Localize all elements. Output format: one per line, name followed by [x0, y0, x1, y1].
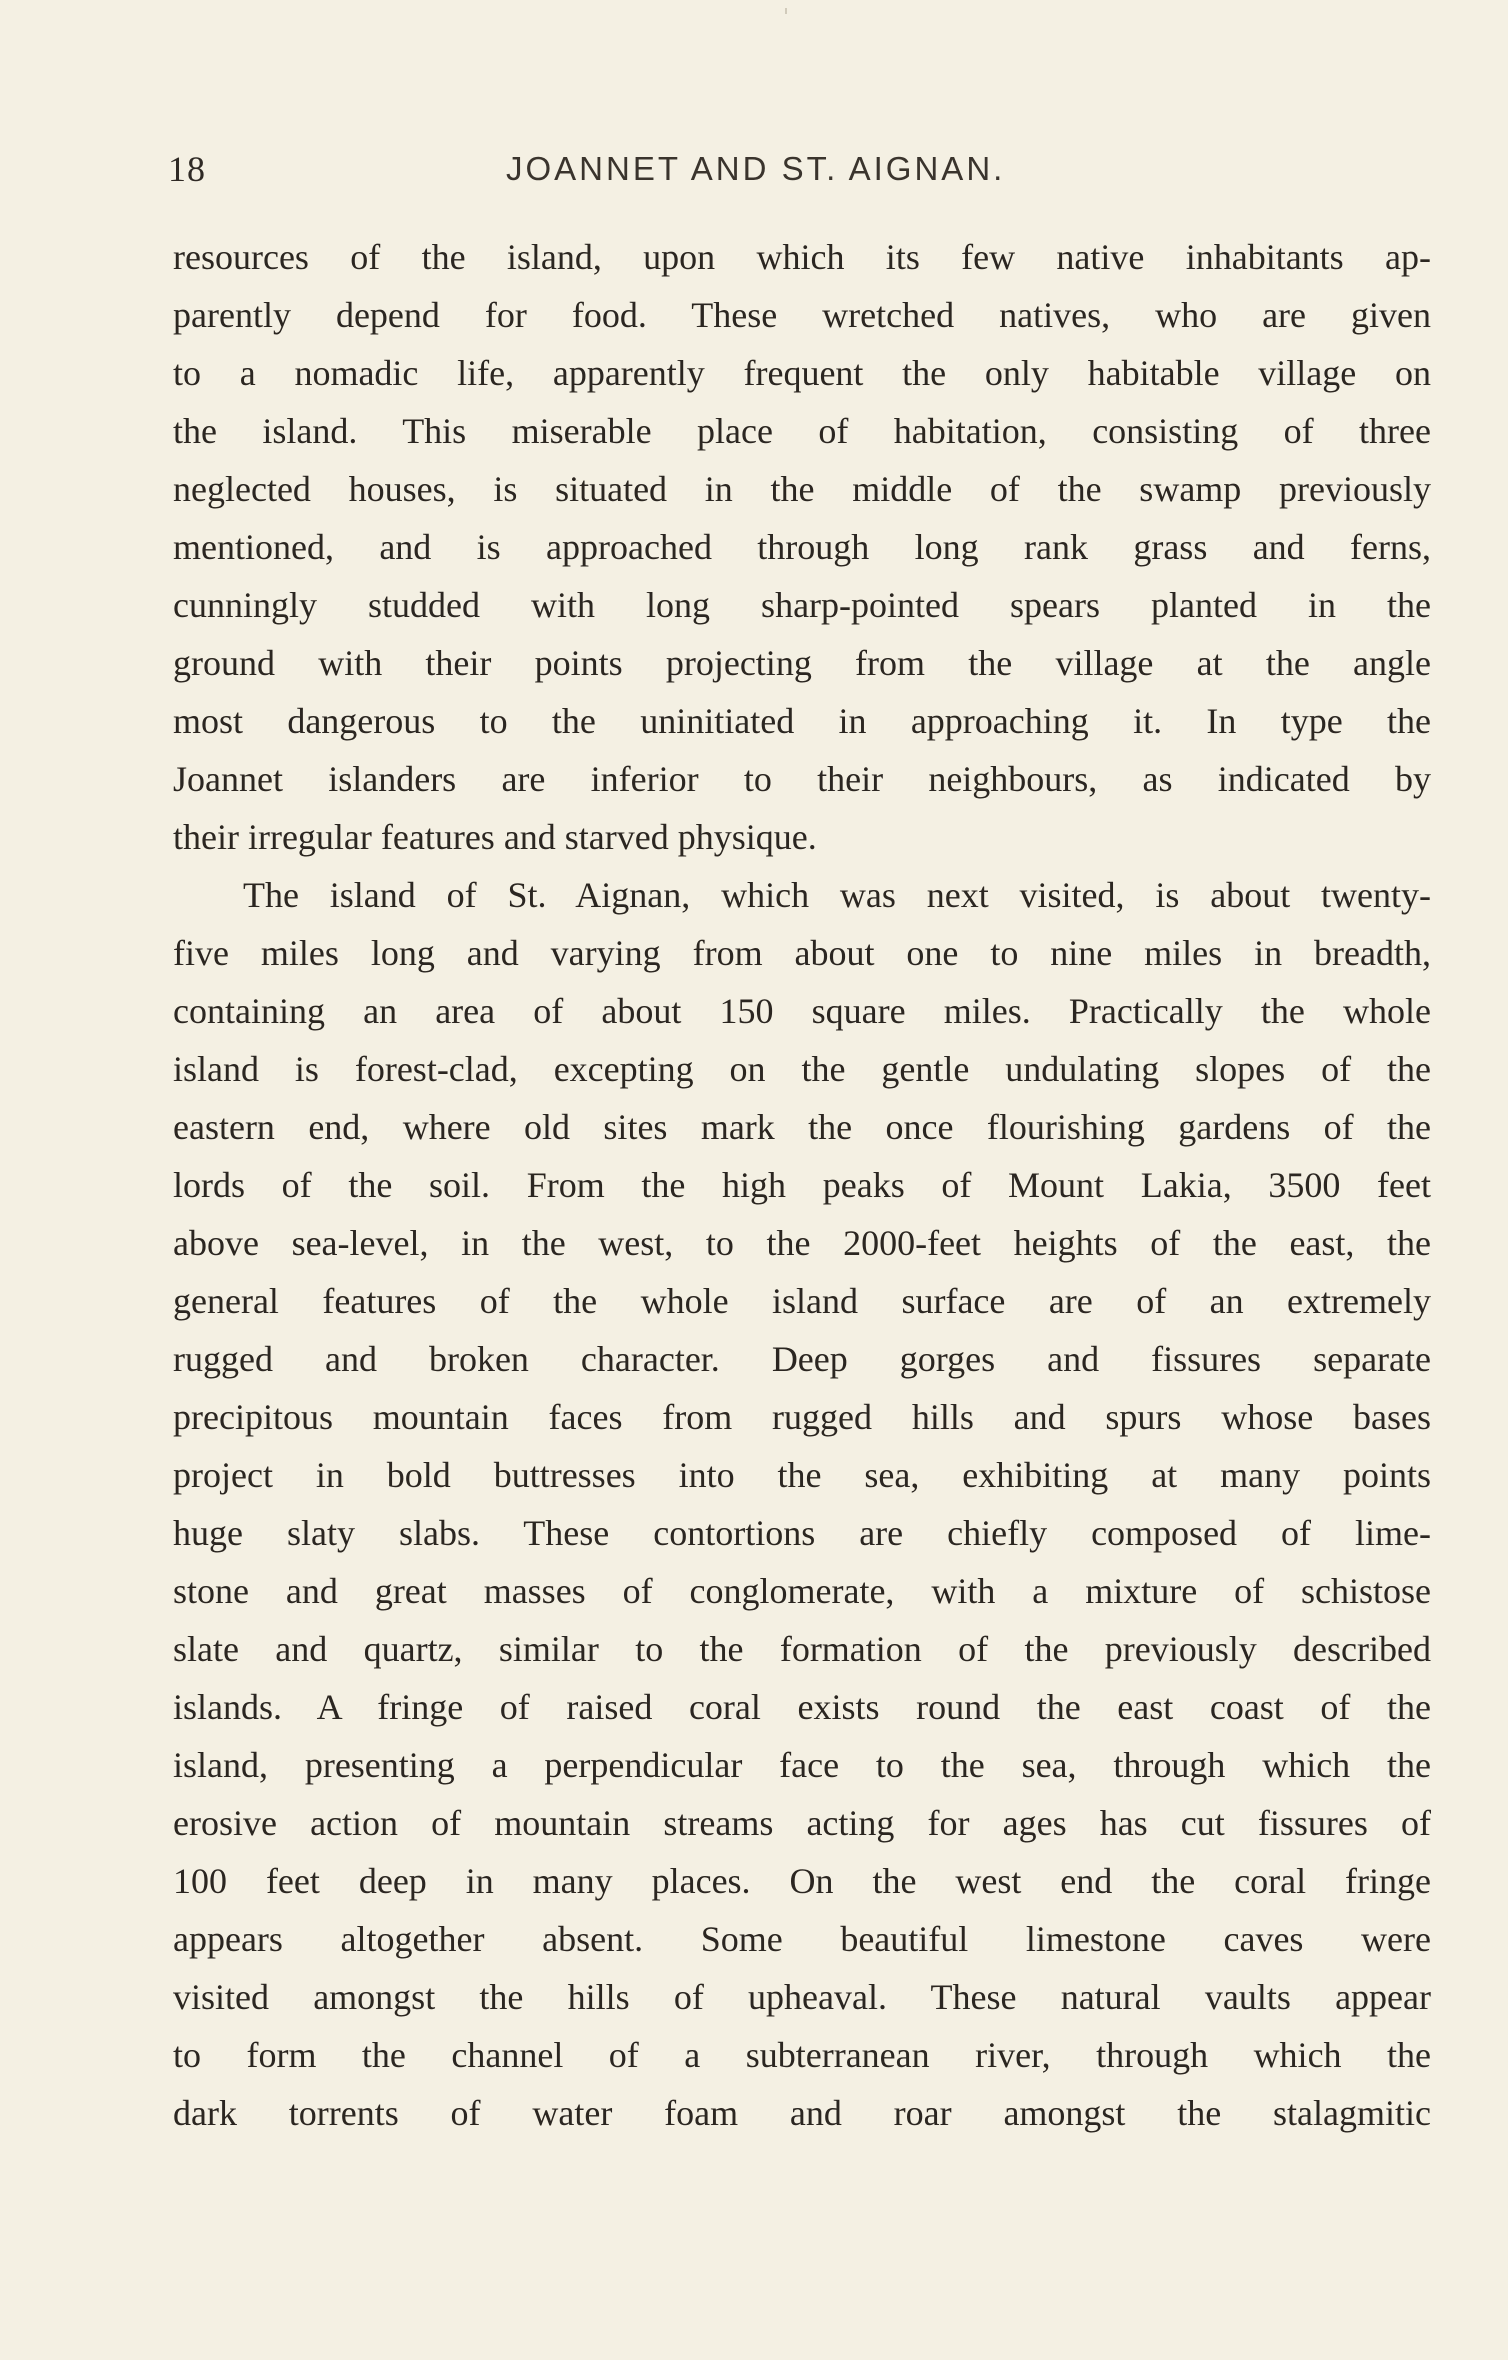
text-line: eastern end, where old sites mark the once flourishing gardens of the [173, 1107, 1431, 1147]
text-line: dark torrents of water foam and roar amongst the stalagmitic [173, 2093, 1431, 2133]
text-line: erosive action of mountain streams acting for ages has cut fissures of [173, 1803, 1431, 1843]
text-line: rugged and broken character. Deep gorges and fissures separate [173, 1339, 1431, 1379]
page-number: 18 [168, 149, 206, 189]
text-line: ground with their points projecting from the village at the angle [173, 643, 1431, 683]
page-header [168, 148, 1418, 196]
text-line: island is forest-clad, excepting on the gentle undulating slopes of the [173, 1049, 1431, 1089]
text-line: huge slaty slabs. These contortions are chiefly composed of lime- [173, 1513, 1431, 1553]
paragraph-1 [173, 228, 1431, 866]
text-line: containing an area of about 150 square miles. Practically the whole [173, 991, 1431, 1031]
text-line: precipitous mountain faces from rugged hills and spurs whose bases [173, 1397, 1431, 1437]
text-line: The island of St. Aignan, which was next visited, is about twenty- [243, 875, 1431, 915]
text-line: the island. This miserable place of habitation, consisting of three [173, 411, 1431, 451]
text-line: general features of the whole island surface are of an extremely [173, 1281, 1431, 1321]
text-line: island, presenting a perpendicular face to the sea, through which the [173, 1745, 1431, 1785]
text-line: islands. A fringe of raised coral exists round the east coast of the [173, 1687, 1431, 1727]
paper-speck [785, 8, 787, 14]
text-line: project in bold buttresses into the sea, exhibiting at many points [173, 1455, 1431, 1495]
text-line: above sea-level, in the west, to the 2000-feet heights of the east, the [173, 1223, 1431, 1263]
text-line: to form the channel of a subterranean river, through which the [173, 2035, 1431, 2075]
running-head: JOANNET AND ST. AIGNAN. [506, 150, 1006, 187]
body-text [173, 228, 1431, 2142]
text-line: cunningly studded with long sharp-pointed spears planted in the [173, 585, 1431, 625]
text-line: stone and great masses of conglomerate, with a mixture of schistose [173, 1571, 1431, 1611]
text-line: 100 feet deep in many places. On the west end the coral fringe [173, 1861, 1431, 1901]
text-line: visited amongst the hills of upheaval. These natural vaults appear [173, 1977, 1431, 2017]
text-line: to a nomadic life, apparently frequent the only habitable village on [173, 353, 1431, 393]
text-line: slate and quartz, similar to the formation of the previously described [173, 1629, 1431, 1669]
text-line: mentioned, and is approached through long rank grass and ferns, [173, 527, 1431, 567]
text-line: resources of the island, upon which its few native inhabitants ap- [173, 237, 1431, 277]
text-line: appears altogether absent. Some beautiful limestone caves were [173, 1919, 1431, 1959]
paragraph-2 [173, 866, 1431, 2142]
text-line: five miles long and varying from about one to nine miles in breadth, [173, 933, 1431, 973]
text-line: lords of the soil. From the high peaks of Mount Lakia, 3500 feet [173, 1165, 1431, 1205]
text-line: Joannet islanders are inferior to their neighbours, as indicated by [173, 759, 1431, 799]
text-line: parently depend for food. These wretched natives, who are given [173, 295, 1431, 335]
text-line: neglected houses, is situated in the middle of the swamp previously [173, 469, 1431, 509]
text-line: their irregular features and starved physique. [173, 817, 817, 857]
text-line: most dangerous to the uninitiated in approaching it. In type the [173, 701, 1431, 741]
